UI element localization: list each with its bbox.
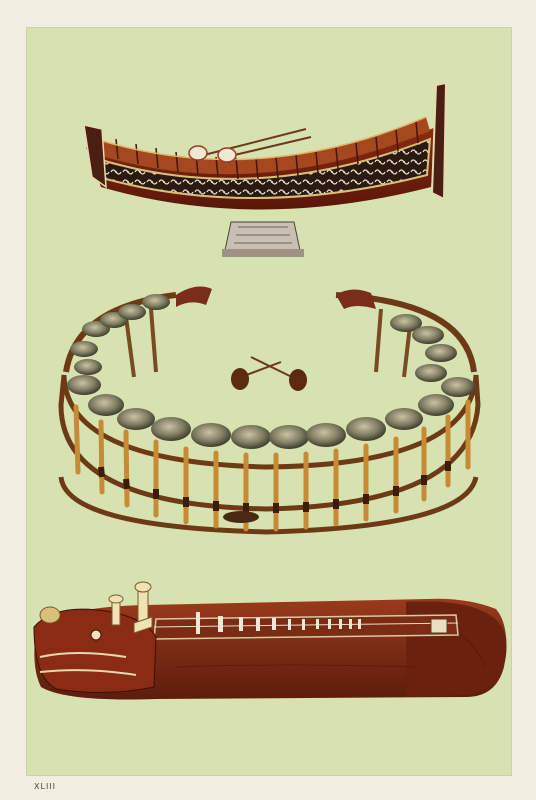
plate-number: XLIII — [34, 782, 57, 791]
gong-circle-foot — [223, 511, 259, 523]
xylophone-end-left — [84, 125, 106, 187]
gong-circle-front-frame — [61, 375, 478, 509]
xylophone-end-right — [432, 83, 446, 199]
gong-circle-horn-left — [176, 287, 212, 307]
zither-eye — [91, 630, 101, 640]
zither-bridge — [431, 619, 447, 633]
gong-circle — [61, 287, 478, 532]
zither — [34, 582, 507, 700]
xylophone-stand-base — [222, 249, 304, 257]
gong-mallets — [231, 357, 307, 391]
xylophone — [84, 83, 446, 257]
plate-artwork — [26, 27, 512, 776]
illustration-plate — [26, 27, 512, 776]
gong-circle-horn-right — [336, 289, 376, 309]
